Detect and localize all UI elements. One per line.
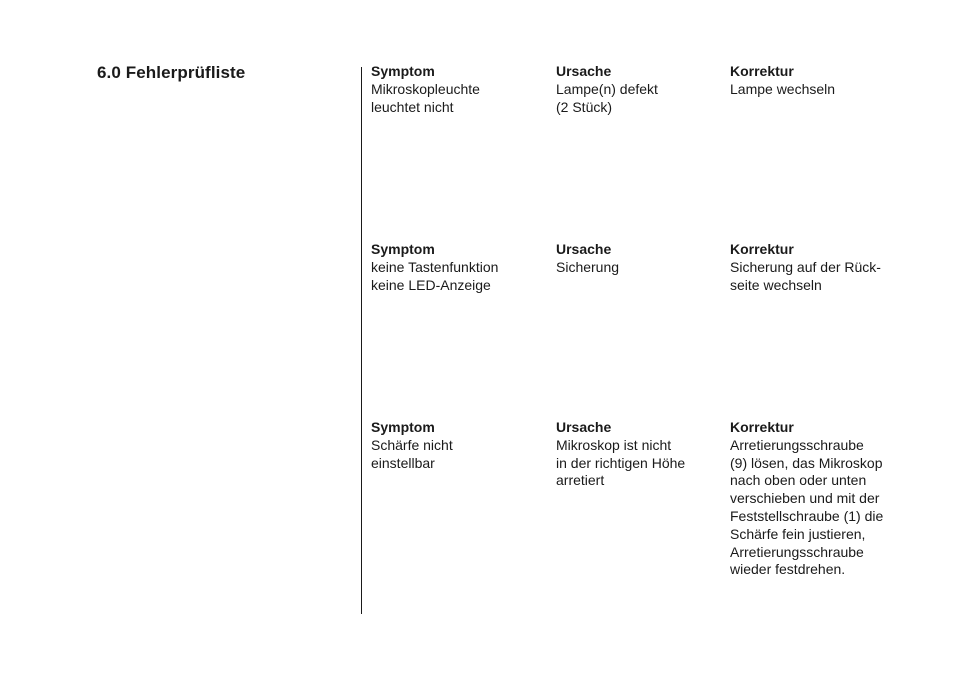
correction-heading: Korrektur: [730, 241, 794, 257]
correction-heading: Korrektur: [730, 63, 794, 79]
cause-cell: [556, 63, 726, 116]
symptom-heading: Symptom: [371, 63, 435, 79]
cause-text: Sicherung: [556, 258, 620, 275]
symptom-cell: [371, 241, 551, 294]
symptom-text: Mikroskopleuchte leuchtet nicht: [371, 80, 480, 115]
symptom-heading: Symptom: [371, 419, 435, 435]
cause-text: Lampe(n) defekt (2 Stück): [556, 80, 658, 115]
correction-cell: [730, 419, 910, 579]
correction-heading: Korrektur: [730, 419, 794, 435]
symptom-cell: [371, 63, 551, 116]
cause-text: Mikroskop ist nicht in der richtigen Höhe arretiert: [556, 436, 686, 489]
correction-text: Arretierungsschraube (9) lösen, das Mikroskop nach oben oder unten verschieben und mit der Feststellschraube (1) die Schärfe fein justieren, Arretierungsschraube wieder festdrehen.: [730, 436, 884, 578]
correction-text: Lampe wechseln: [730, 80, 836, 97]
cause-cell: [556, 419, 726, 490]
troubleshooting-row: [371, 241, 931, 411]
troubleshooting-row: [371, 419, 931, 589]
symptom-heading: Symptom: [371, 241, 435, 257]
cause-heading: Ursache: [556, 419, 612, 435]
symptom-text: keine Tastenfunktion keine LED-Anzeige: [371, 258, 499, 293]
correction-text: Sicherung auf der Rück- seite wechseln: [730, 258, 881, 293]
cause-cell: [556, 241, 726, 277]
correction-cell: [730, 63, 910, 99]
symptom-text: Schärfe nicht einstellbar: [371, 436, 453, 471]
symptom-cell: [371, 419, 551, 472]
correction-cell: [730, 241, 910, 294]
cause-heading: Ursache: [556, 63, 612, 79]
troubleshooting-row: [371, 63, 931, 233]
section-title: 6.0 Fehlerprüfliste: [97, 63, 246, 82]
cause-heading: Ursache: [556, 241, 612, 257]
column-divider: [361, 67, 362, 614]
